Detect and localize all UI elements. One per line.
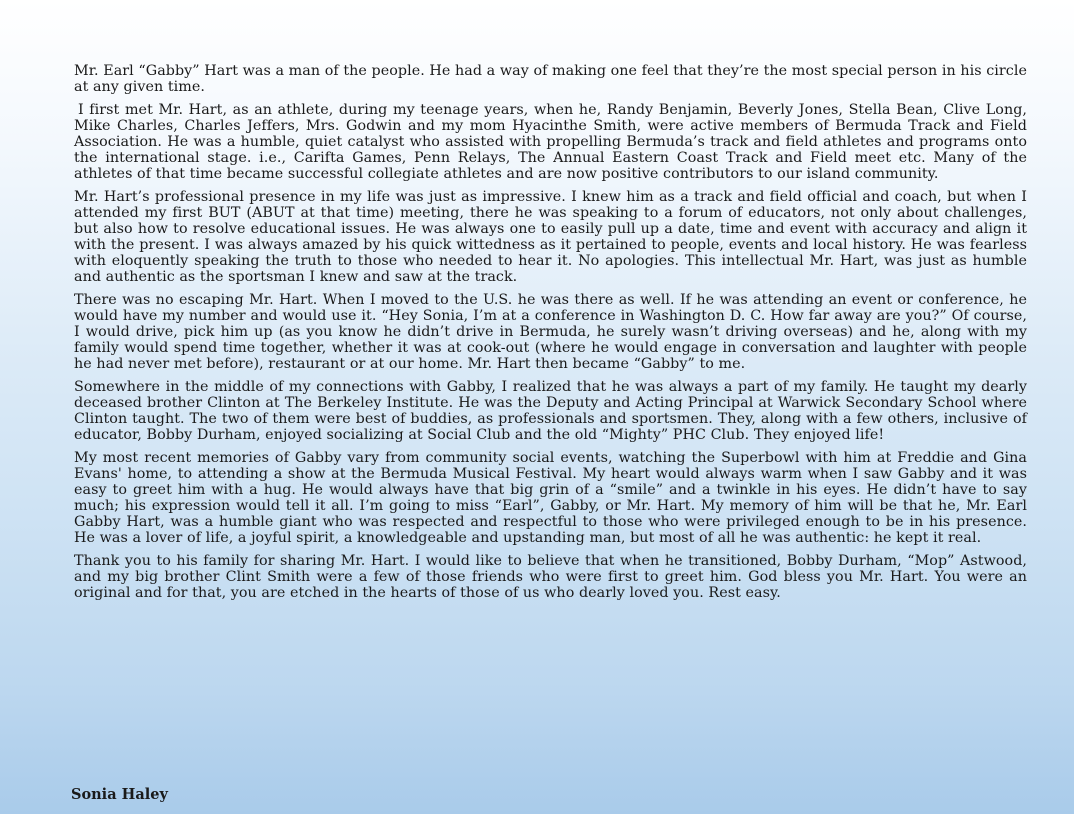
page-edge: [1074, 0, 1078, 814]
paragraph-closing: Thank you to his family for sharing Mr. Hart. I would like to believe that when he transitioned, Bobby Durham, “Mop” Astwood, and my big brother Clint Smith were a few of those friends who were first to greet him. God bless you Mr. Hart. You were an original and for that, you are etched in the hearts of those of us who dearly loved you. Rest easy.: [74, 553, 1027, 601]
paragraph-introduction: Mr. Earl “Gabby” Hart was a man of the people. He had a way of making one feel that they’re the most special person in his circle at any given time.: [74, 63, 1027, 95]
paragraph-recent-memories: My most recent memories of Gabby vary from community social events, watching the Superbowl with him at Freddie and Gina Evans' home, to attending a show at the Bermuda Musical Festival. My heart would always warm when I saw Gabby and it was easy to greet him with a hug. He would always have that big grin of a “smile” and a twinkle in his eyes. He didn’t have to say much; his expression would tell it all. I’m going to miss “Earl”, Gabby, or Mr. Hart. My memory of him will be that he, Mr. Earl Gabby Hart, was a humble giant who was respected and respectful to those who were privileged enough to be in his presence. He was a lover of life, a joyful spirit, a knowledgeable and upstanding man, but most of all he was authentic: he kept it real.: [74, 450, 1027, 546]
paragraph-athlete-memories: I first met Mr. Hart, as an athlete, during my teenage years, when he, Randy Benjamin, Beverly Jones, Stella Bean, Clive Long, Mike Charles, Charles Jeffers, Mrs. Godwin and my mom Hyacinthe Smith, were active members of Bermuda Track and Field Association. He was a humble, quiet catalyst who assisted with propelling Bermuda’s track and field athletes and programs onto the international stage. i.e., Carifta Games, Penn Relays, The Annual Eastern Coast Track and Field meet etc. Many of the athletes of that time became successful collegiate athletes and are now positive contributors to our island community.: [74, 102, 1027, 182]
tribute-letter: [74, 63, 1027, 608]
signature: Sonia Haley: [71, 786, 168, 803]
paragraph-us-visits: There was no escaping Mr. Hart. When I moved to the U.S. he was there as well. If he was attending an event or conference, he would have my number and would use it. “Hey Sonia, I’m at a conference in Washington D. C. How far away are you?” Of course, I would drive, pick him up (as you know he didn’t drive in Bermuda, he surely wasn’t driving overseas) and he, along with my family would spend time together, whether it was at cook-out (where he would engage in conversation and laughter with people he had never met before), restaurant or at our home. Mr. Hart then became “Gabby” to me.: [74, 292, 1027, 372]
paragraph-family-connection: Somewhere in the middle of my connections with Gabby, I realized that he was always a part of my family. He taught my dearly deceased brother Clinton at The Berkeley Institute. He was the Deputy and Acting Principal at Warwick Secondary School where Clinton taught. The two of them were best of buddies, as professionals and sportsmen. They, along with a few others, inclusive of educator, Bobby Durham, enjoyed socializing at Social Club and the old “Mighty” PHC Club. They enjoyed life!: [74, 379, 1027, 443]
paragraph-professional-presence: Mr. Hart’s professional presence in my life was just as impressive. I knew him as a track and field official and coach, but when I attended my first BUT (ABUT at that time) meeting, there he was speaking to a forum of educators, not only about challenges, but also how to resolve educational issues. He was always one to easily pull up a date, time and event with accuracy and align it with the present. I was always amazed by his quick wittedness as it pertained to people, events and local history. He was fearless with eloquently speaking the truth to those who needed to hear it. No apologies. This intellectual Mr. Hart, was just as humble and authentic as the sportsman I knew and saw at the track.: [74, 189, 1027, 285]
